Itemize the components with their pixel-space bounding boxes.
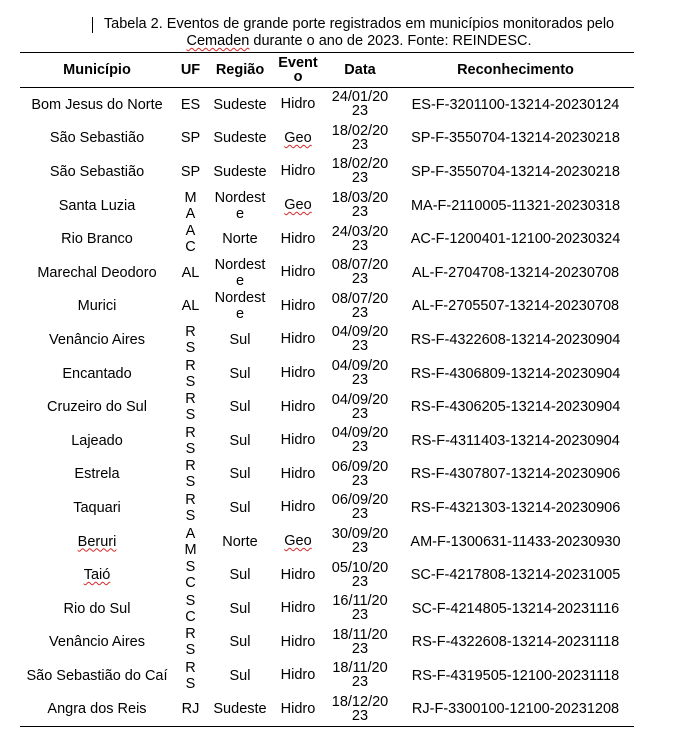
cell-data-text: 06/09/2023 [331, 458, 389, 489]
cell-data [323, 458, 397, 492]
cell-evento [273, 122, 323, 156]
cell-reconhecimento [397, 390, 634, 424]
cell-data-text: 04/09/2023 [331, 358, 389, 389]
header-regiao: Região [215, 61, 265, 78]
cell-reconhecimento [397, 189, 634, 223]
cell-evento [273, 357, 323, 391]
cell-uf [174, 659, 207, 693]
cell-reconhecimento [397, 323, 634, 357]
cell-evento-text: Hidro [280, 600, 316, 617]
cell-municipio [20, 222, 174, 256]
cell-data-text: 08/07/2023 [331, 290, 389, 321]
header-evento [273, 53, 323, 88]
cell-evento-text: Hidro [280, 96, 316, 113]
cell-municipio-text: Bom Jesus do Norte [31, 96, 163, 113]
cell-evento-text: Hidro [280, 230, 316, 247]
cell-reconhecimento [397, 357, 634, 391]
cell-data-text: 18/12/2023 [331, 693, 389, 724]
cell-municipio-text: Encantado [62, 365, 132, 382]
cell-uf-text: AL [181, 298, 200, 315]
cell-regiao-text: Nordeste [214, 189, 266, 222]
cell-regiao-text: Sul [229, 432, 251, 449]
caption-flagged-word: Cemaden [186, 33, 250, 49]
cell-data-text: 24/01/2023 [331, 89, 389, 120]
cell-data-text: 16/11/2023 [332, 593, 388, 624]
cell-evento [273, 323, 323, 357]
cell-reconhecimento [397, 122, 634, 156]
cell-evento [273, 256, 323, 290]
cell-reconhecimento-text: RS-F-4322608-13214-20230904 [410, 331, 621, 348]
cell-reconhecimento [397, 693, 634, 727]
cell-municipio [20, 592, 174, 626]
table-row [20, 659, 634, 693]
cell-reconhecimento [397, 491, 634, 525]
cell-uf [174, 558, 207, 592]
cell-regiao [207, 424, 273, 458]
cell-uf-text: SC [185, 559, 196, 592]
cell-uf-text: RS [185, 659, 196, 692]
cell-regiao [207, 290, 273, 324]
cell-data [323, 323, 397, 357]
cell-evento [273, 222, 323, 256]
cell-regiao [207, 558, 273, 592]
table-row [20, 626, 634, 660]
cell-regiao [207, 659, 273, 693]
cell-data-text: 05/10/2023 [331, 559, 389, 590]
cell-municipio [20, 88, 174, 122]
cell-reconhecimento-text: RS-F-4307807-13214-20230906 [410, 466, 621, 483]
events-table [20, 52, 634, 727]
cell-uf-text: SP [180, 130, 201, 147]
cell-municipio-text: São Sebastião do Caí [26, 667, 168, 684]
cell-reconhecimento-text: AL-F-2705507-13214-20230708 [411, 298, 620, 315]
cell-municipio [20, 558, 174, 592]
cell-reconhecimento-text: RS-F-4322608-13214-20231118 [411, 634, 620, 651]
cell-uf-text: RS [185, 458, 196, 491]
cell-data [323, 626, 397, 660]
cell-data [323, 222, 397, 256]
cell-municipio [20, 626, 174, 660]
cell-municipio [20, 491, 174, 525]
cell-regiao-text: Nordeste [214, 256, 266, 289]
cell-municipio-text: Rio Branco [61, 231, 133, 248]
cell-regiao [207, 122, 273, 156]
cell-municipio-text: Taió [83, 567, 111, 584]
cell-regiao-text: Sul [229, 634, 251, 651]
cell-uf [174, 122, 207, 156]
cell-uf [174, 626, 207, 660]
cell-evento-text: Hidro [280, 667, 316, 684]
cell-reconhecimento [397, 222, 634, 256]
cell-reconhecimento-text: SP-F-3550704-13214-20230218 [411, 130, 620, 147]
cell-regiao-text: Sudeste [213, 130, 267, 147]
cell-uf-text: AC [185, 223, 196, 256]
cell-reconhecimento-text: RS-F-4311403-13214-20230904 [411, 432, 620, 449]
cell-evento [273, 155, 323, 189]
header-municipio: Município [63, 61, 131, 78]
cell-evento [273, 458, 323, 492]
cell-evento-text: Hidro [280, 365, 316, 382]
cell-municipio-text: Venâncio Aires [49, 331, 145, 348]
cell-reconhecimento [397, 626, 634, 660]
cell-regiao [207, 88, 273, 122]
cell-data-text: 24/03/2023 [331, 223, 389, 254]
cell-municipio-text: São Sebastião [49, 163, 145, 180]
cell-municipio-text: Estrela [74, 466, 120, 483]
cell-reconhecimento [397, 155, 634, 189]
header-data: Data [344, 61, 376, 78]
cell-evento-text: Hidro [280, 633, 316, 650]
cell-reconhecimento-text: SC-F-4214805-13214-20231116 [411, 600, 620, 617]
cell-data-text: 04/09/2023 [331, 324, 389, 355]
cell-uf-text: SC [185, 592, 196, 625]
cell-reconhecimento-text: RS-F-4319505-12100-20231118 [411, 667, 620, 684]
cell-uf-text: RS [185, 626, 196, 659]
cell-reconhecimento [397, 256, 634, 290]
cell-data [323, 659, 397, 693]
cell-regiao-text: Sul [229, 600, 251, 617]
cell-data [323, 558, 397, 592]
cell-data [323, 88, 397, 122]
cell-regiao-text: Sul [229, 399, 251, 416]
cell-regiao [207, 222, 273, 256]
table-row [20, 424, 634, 458]
cell-reconhecimento [397, 458, 634, 492]
cell-regiao [207, 525, 273, 559]
cell-uf-text: ES [180, 96, 201, 113]
table-row [20, 558, 634, 592]
text-cursor [92, 17, 93, 33]
cell-evento-text: Hidro [280, 566, 316, 583]
cell-uf [174, 390, 207, 424]
cell-evento [273, 659, 323, 693]
table-row [20, 290, 634, 324]
cell-reconhecimento-text: AM-F-1300631-11433-20230930 [410, 533, 621, 550]
cell-data [323, 592, 397, 626]
cell-municipio [20, 693, 174, 727]
cell-data-text: 04/09/2023 [331, 391, 389, 422]
cell-reconhecimento-text: RS-F-4306205-13214-20230904 [410, 399, 621, 416]
cell-uf-text: RS [185, 424, 196, 457]
cell-municipio [20, 256, 174, 290]
cell-uf [174, 693, 207, 727]
cell-municipio-text: Santa Luzia [58, 197, 136, 214]
table-row [20, 88, 634, 122]
cell-uf [174, 155, 207, 189]
header-evento-text: Evento [278, 54, 318, 85]
cell-regiao-text: Norte [222, 533, 258, 550]
table-body [20, 88, 634, 727]
cell-uf-text: AL [181, 264, 200, 281]
cell-evento-text: Hidro [280, 465, 316, 482]
cell-regiao [207, 626, 273, 660]
cell-reconhecimento-text: RS-F-4306809-13214-20230904 [410, 365, 621, 382]
cell-evento [273, 693, 323, 727]
cell-regiao [207, 189, 273, 223]
cell-municipio-text: São Sebastião [49, 130, 145, 147]
caption-line-1: Tabela 2. Eventos de grande porte registrados em municípios monitorados pelo [103, 16, 615, 32]
cell-reconhecimento [397, 290, 634, 324]
cell-municipio-text: Lajeado [71, 432, 123, 449]
cell-uf [174, 357, 207, 391]
table-row [20, 458, 634, 492]
cell-uf-text: RS [185, 357, 196, 390]
cell-regiao-text: Sudeste [213, 96, 267, 113]
cell-municipio-text: Beruri [77, 533, 117, 550]
cell-evento-text: Geo [284, 129, 312, 146]
cell-data [323, 290, 397, 324]
cell-municipio [20, 424, 174, 458]
cell-reconhecimento-text: RJ-F-3300100-12100-20231208 [411, 701, 620, 718]
cell-municipio [20, 659, 174, 693]
table-row [20, 155, 634, 189]
table-row [20, 256, 634, 290]
cell-municipio-text: Marechal Deodoro [37, 264, 157, 281]
cell-municipio [20, 458, 174, 492]
cell-data [323, 189, 397, 223]
cell-uf-text: SP [180, 163, 201, 180]
cell-regiao-text: Norte [222, 231, 258, 248]
table-row [20, 693, 634, 727]
cell-municipio [20, 525, 174, 559]
cell-reconhecimento-text: ES-F-3201100-13214-20230124 [411, 96, 620, 113]
cell-uf [174, 323, 207, 357]
cell-uf [174, 222, 207, 256]
header-uf: UF [180, 61, 201, 78]
table-row [20, 357, 634, 391]
cell-reconhecimento [397, 88, 634, 122]
cell-data [323, 491, 397, 525]
cell-municipio-text: Venâncio Aires [49, 634, 145, 651]
cell-evento-text: Hidro [280, 264, 316, 281]
cell-uf-text: RJ [181, 701, 200, 718]
table-row [20, 390, 634, 424]
cell-regiao-text: Sul [229, 331, 251, 348]
cell-regiao-text: Sul [229, 499, 251, 516]
cell-regiao [207, 693, 273, 727]
cell-uf [174, 525, 207, 559]
cell-reconhecimento [397, 592, 634, 626]
cell-evento [273, 424, 323, 458]
cell-evento [273, 558, 323, 592]
cell-municipio-text: Angra dos Reis [47, 701, 147, 718]
cell-regiao-text: Sudeste [213, 701, 267, 718]
cell-data-text: 08/07/2023 [331, 257, 389, 288]
cell-uf [174, 256, 207, 290]
cell-uf [174, 88, 207, 122]
cell-regiao [207, 357, 273, 391]
cell-municipio [20, 357, 174, 391]
cell-regiao [207, 390, 273, 424]
cell-reconhecimento [397, 659, 634, 693]
cell-reconhecimento-text: AL-F-2704708-13214-20230708 [411, 264, 620, 281]
cell-evento-text: Hidro [280, 398, 316, 415]
cell-uf-text: RS [185, 491, 196, 524]
cell-municipio [20, 189, 174, 223]
cell-evento [273, 88, 323, 122]
table-caption [94, 16, 624, 50]
cell-data-text: 18/11/2023 [332, 660, 388, 691]
cell-municipio-text: Rio do Sul [63, 600, 131, 617]
cell-regiao [207, 458, 273, 492]
cell-regiao-text: Nordeste [214, 290, 266, 323]
cell-municipio [20, 155, 174, 189]
cell-evento-text: Hidro [280, 297, 316, 314]
cell-reconhecimento [397, 424, 634, 458]
cell-data [323, 390, 397, 424]
cell-data-text: 18/03/2023 [331, 190, 389, 221]
cell-regiao [207, 155, 273, 189]
table-row [20, 222, 634, 256]
cell-regiao [207, 592, 273, 626]
table-row [20, 122, 634, 156]
cell-regiao-text: Sul [229, 567, 251, 584]
cell-data [323, 525, 397, 559]
cell-regiao [207, 491, 273, 525]
cell-regiao [207, 323, 273, 357]
cell-evento [273, 626, 323, 660]
cell-regiao [207, 256, 273, 290]
cell-evento-text: Geo [284, 197, 312, 214]
cell-municipio [20, 290, 174, 324]
table-row [20, 323, 634, 357]
cell-reconhecimento-text: RS-F-4321303-13214-20230906 [410, 499, 621, 516]
cell-municipio-text: Murici [77, 298, 117, 315]
cell-data-text: 04/09/2023 [331, 425, 389, 456]
cell-data-text: 18/11/2023 [332, 626, 388, 657]
cell-uf-text: MA [184, 189, 197, 222]
cell-municipio-text: Cruzeiro do Sul [47, 399, 147, 416]
cell-municipio [20, 122, 174, 156]
cell-evento-text: Hidro [280, 432, 316, 449]
cell-reconhecimento-text: SC-F-4217808-13214-20231005 [410, 567, 621, 584]
cell-municipio [20, 323, 174, 357]
cell-data [323, 693, 397, 727]
cell-regiao-text: Sul [229, 466, 251, 483]
cell-evento [273, 491, 323, 525]
cell-evento [273, 189, 323, 223]
cell-data-text: 30/09/2023 [331, 526, 389, 557]
cell-evento-text: Hidro [280, 700, 316, 717]
cell-data [323, 155, 397, 189]
cell-uf [174, 458, 207, 492]
cell-uf [174, 290, 207, 324]
cell-data [323, 256, 397, 290]
cell-reconhecimento [397, 525, 634, 559]
table-row [20, 525, 634, 559]
cell-data [323, 424, 397, 458]
table-row [20, 592, 634, 626]
cell-municipio-text: Taquari [73, 499, 121, 516]
cell-evento [273, 592, 323, 626]
cell-data-text: 18/02/2023 [331, 156, 389, 187]
table-row [20, 491, 634, 525]
cell-reconhecimento [397, 558, 634, 592]
cell-data [323, 357, 397, 391]
cell-evento-text: Hidro [280, 499, 316, 516]
cell-regiao-text: Sul [229, 365, 251, 382]
cell-evento [273, 525, 323, 559]
cell-evento-text: Geo [284, 533, 312, 550]
cell-uf [174, 424, 207, 458]
cell-uf-text: RS [185, 391, 196, 424]
cell-evento [273, 390, 323, 424]
table-row [20, 189, 634, 223]
cell-municipio [20, 390, 174, 424]
cell-uf [174, 592, 207, 626]
cell-evento-text: Hidro [280, 163, 316, 180]
cell-data-text: 18/02/2023 [331, 122, 389, 153]
header-row [20, 53, 634, 88]
cell-reconhecimento-text: SP-F-3550704-13214-20230218 [411, 163, 620, 180]
header-reconhecimento: Reconhecimento [457, 61, 574, 78]
cell-uf-text: AM [184, 525, 197, 558]
caption-line-2-rest: durante o ano de 2023. Fonte: REINDESC. [249, 33, 532, 49]
table-header [20, 53, 634, 88]
cell-regiao-text: Sul [229, 667, 251, 684]
cell-reconhecimento-text: MA-F-2110005-11321-20230318 [410, 197, 621, 214]
cell-reconhecimento-text: AC-F-1200401-12100-20230324 [410, 231, 621, 248]
caption-line-2 [94, 33, 624, 50]
cell-evento [273, 290, 323, 324]
cell-regiao-text: Sudeste [213, 163, 267, 180]
cell-uf [174, 189, 207, 223]
cell-evento-text: Hidro [280, 331, 316, 348]
cell-uf-text: RS [185, 323, 196, 356]
cell-data-text: 06/09/2023 [331, 492, 389, 523]
cell-data [323, 122, 397, 156]
cell-uf [174, 491, 207, 525]
